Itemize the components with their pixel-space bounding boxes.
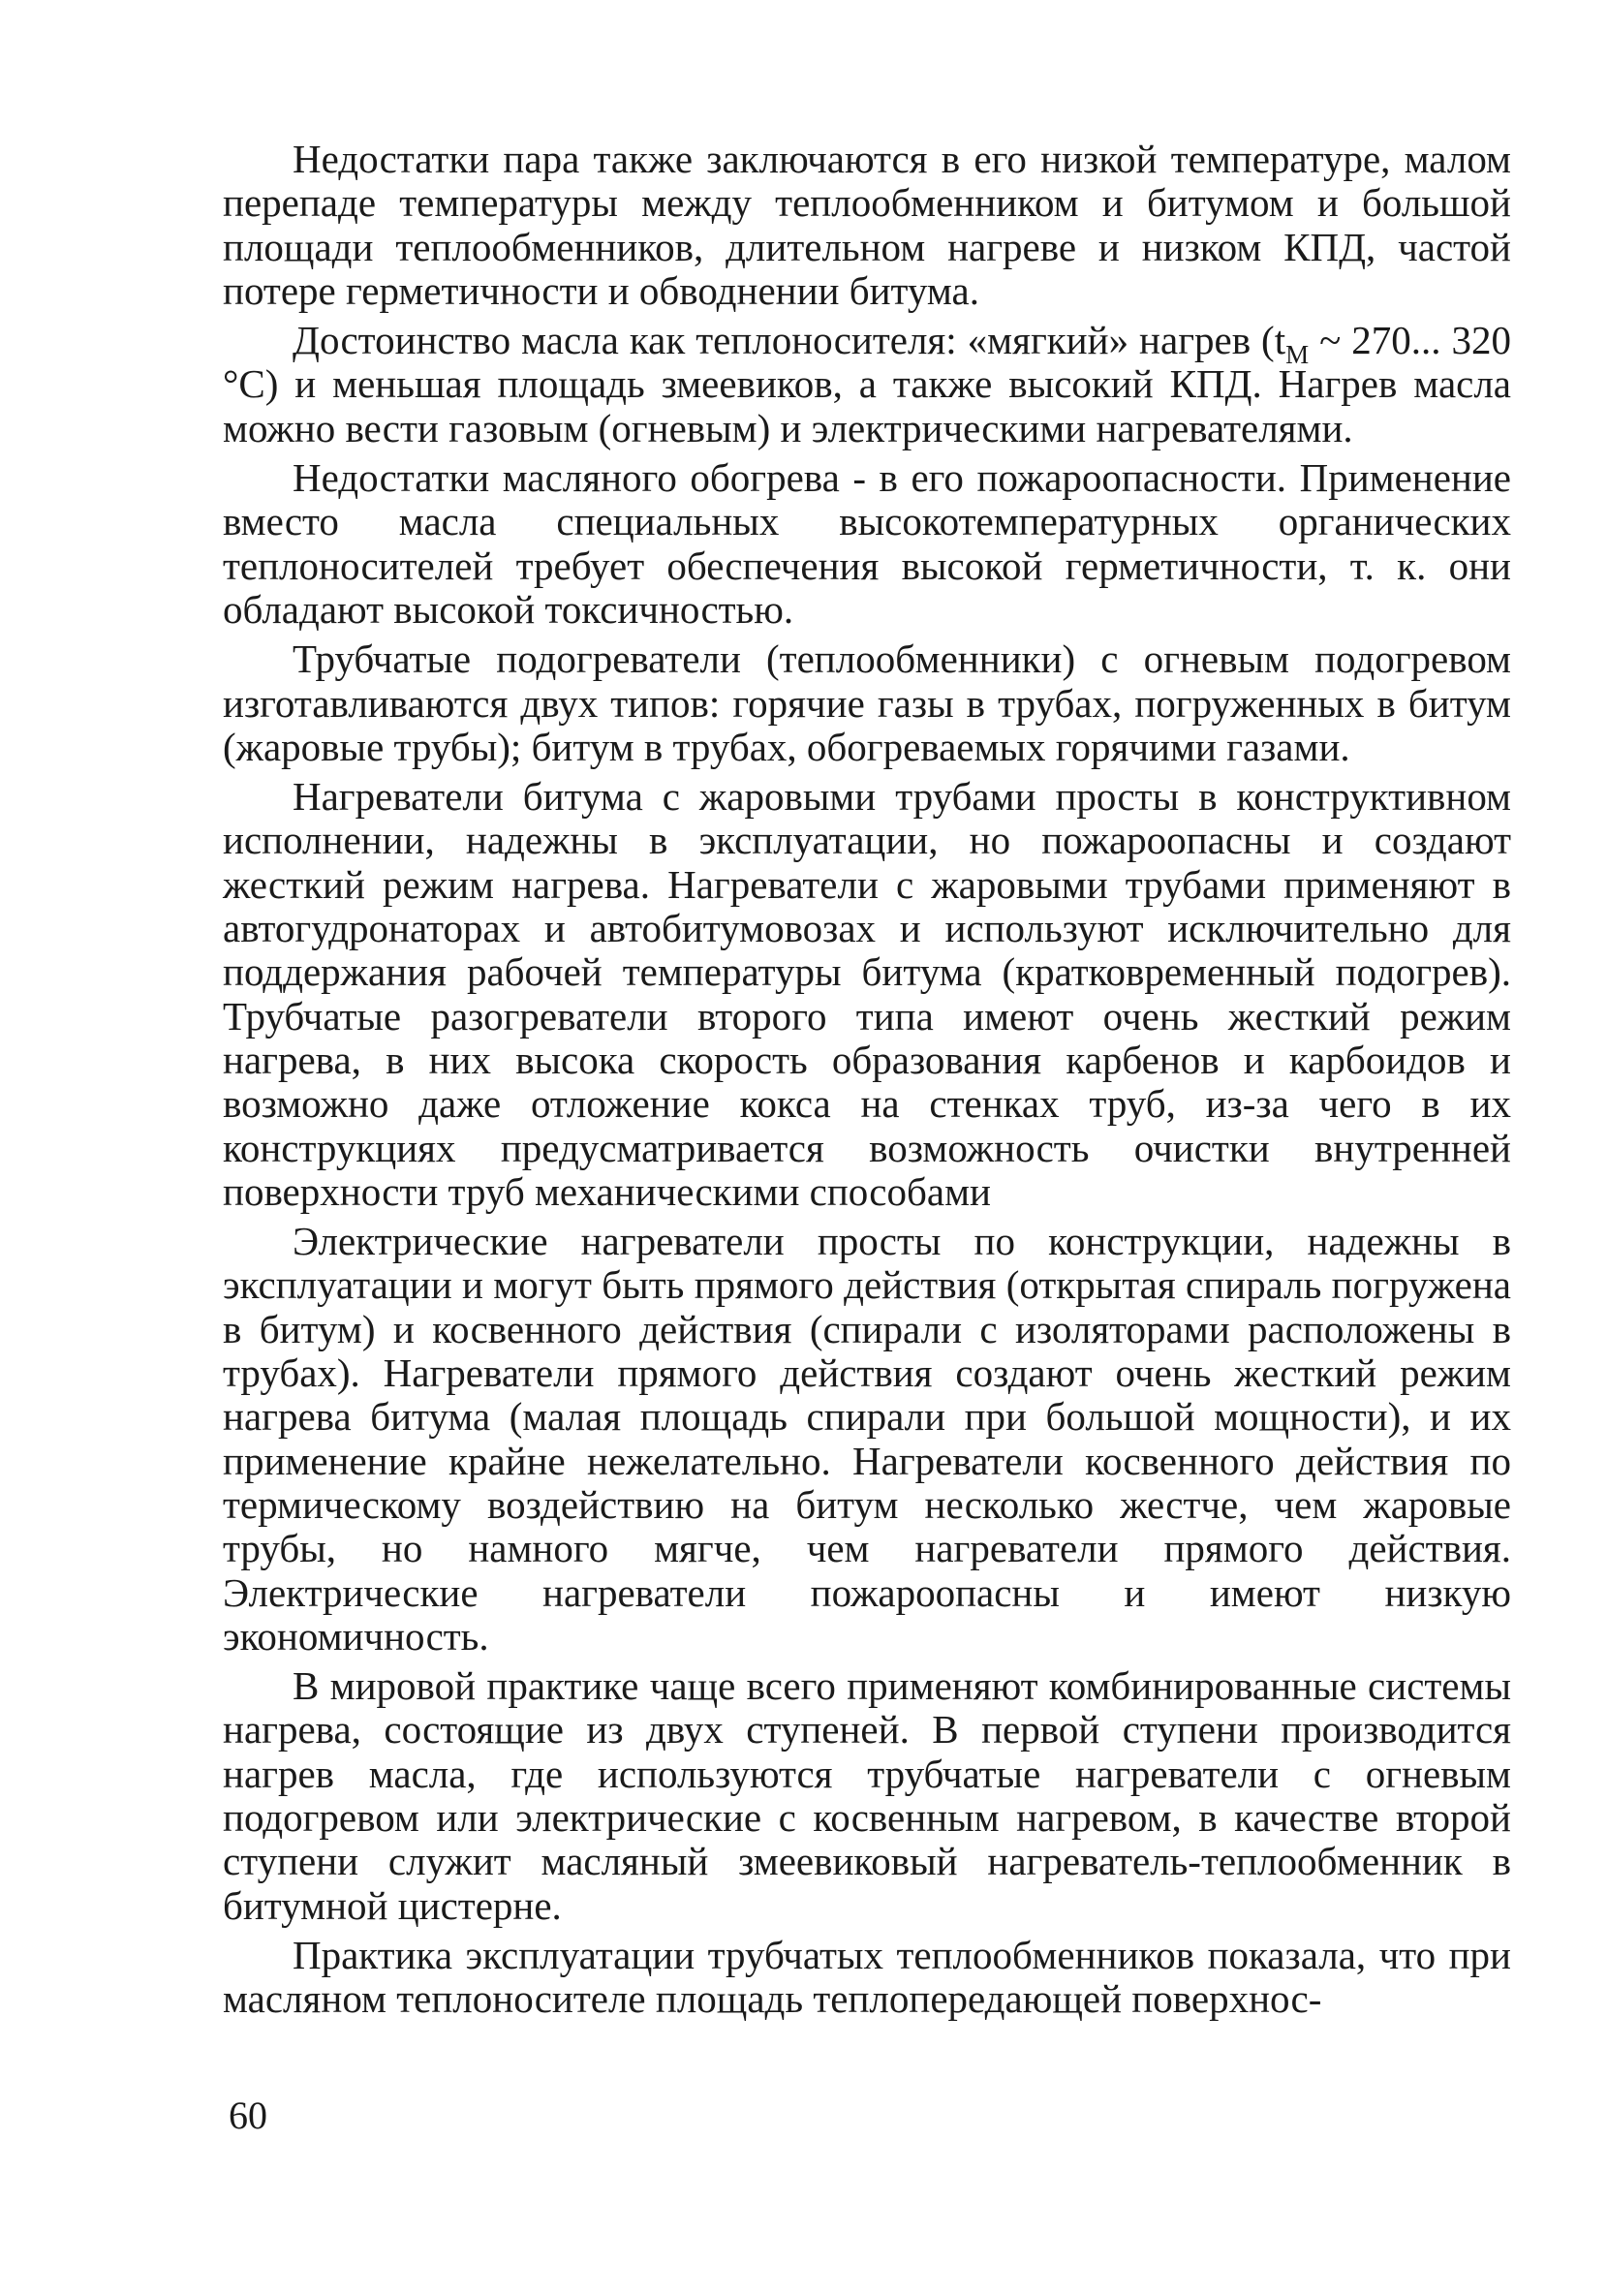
- paragraph-tube-exchanger-practice: Практика эксплуатации трубчатых теплообменников показала, что при масляном теплоносителе площадь теплопередающей поверхнос-: [223, 1932, 1511, 2022]
- paragraph-electric-heaters: Электрические нагреватели просты по конструкции, надежны в эксплуатации и могут быть прямого действия (открытая спираль погружена в битум) и косвенного действия (спирали с изоляторами расположены в трубах). Нагреватели прямого действия создают очень жесткий режим нагрева битума (малая площадь спирали при большой мощности), и их применение крайне нежелательно. Нагреватели косвенного действия по термическому воздействию на битум несколько жестче, чем жаровые трубы, но намного мягче, чем нагреватели прямого действия. Электрические нагреватели пожароопасны и имеют низкую экономичность.: [223, 1219, 1511, 1659]
- paragraph-combined-systems: В мировой практике чаще всего применяют комбинированные системы нагрева, состоящие из двух ступеней. В первой ступени производится нагрев масла, где используются трубчатые нагреватели с огневым подогревом или электрические с косвенным нагревом, в качестве второй ступени служит масляный змеевиковый нагреватель-теплообменник в битумной цистерне.: [223, 1663, 1511, 1928]
- paragraph-fire-tube-heaters: Нагреватели битума с жаровыми трубами просты в конструктивном исполнении, надежны в эксплуатации, но пожароопасны и создают жесткий режим нагрева. Нагреватели с жаровыми трубами применяют в автогудронаторах и автобитумовозах и используют исключительно для поддержания рабочей температуры битума (кратковременный подогрев). Трубчатые разогреватели второго типа имеют очень жесткий режим нагрева, в них высока скорость образования карбенов и карбоидов и возможно даже отложение кокса на стенках труб, из-за чего в их конструкциях предусматривается возможность очистки внутренней поверхности труб механическими способами: [223, 774, 1511, 1214]
- paragraph-steam-drawbacks: Недостатки пара также заключаются в его низкой температуре, малом перепаде температуры между теплообменником и битумом и большой площади теплообменников, длительном нагреве и низком КПД, частой потере герметичности и обводнении битума.: [223, 137, 1511, 313]
- page-number: 60: [229, 2094, 267, 2137]
- paragraph-oil-drawbacks: Недостатки масляного обогрева - в его пожароопасности. Применение вместо масла специальных высокотемпературных органических теплоносителей требует обеспечения высокой герметичности, т. к. они обладают высокой токсичностью.: [223, 455, 1511, 632]
- temperature-subscript: М: [1285, 340, 1310, 370]
- paragraph-oil-advantages: [223, 319, 1511, 450]
- paragraph-tube-heater-types: Трубчатые подогреватели (теплообменники) с огневым подогревом изготавливаются двух типов: горячие газы в трубах, погруженных в битум (жаровые трубы); битум в трубах, обогреваемых горячими газами.: [223, 636, 1511, 769]
- paragraph-oil-advantages-part2: ~ 270... 320 °С) и меньшая площадь змеевиков, а также высокий КПД. Нагрев масла можно вести газовым (огневым) и электрическими нагревателями.: [223, 318, 1511, 450]
- paragraph-oil-advantages-part1: Достоинство масла как теплоносителя: «мягкий» нагрев (t: [293, 318, 1286, 363]
- body-text: [223, 138, 1511, 2021]
